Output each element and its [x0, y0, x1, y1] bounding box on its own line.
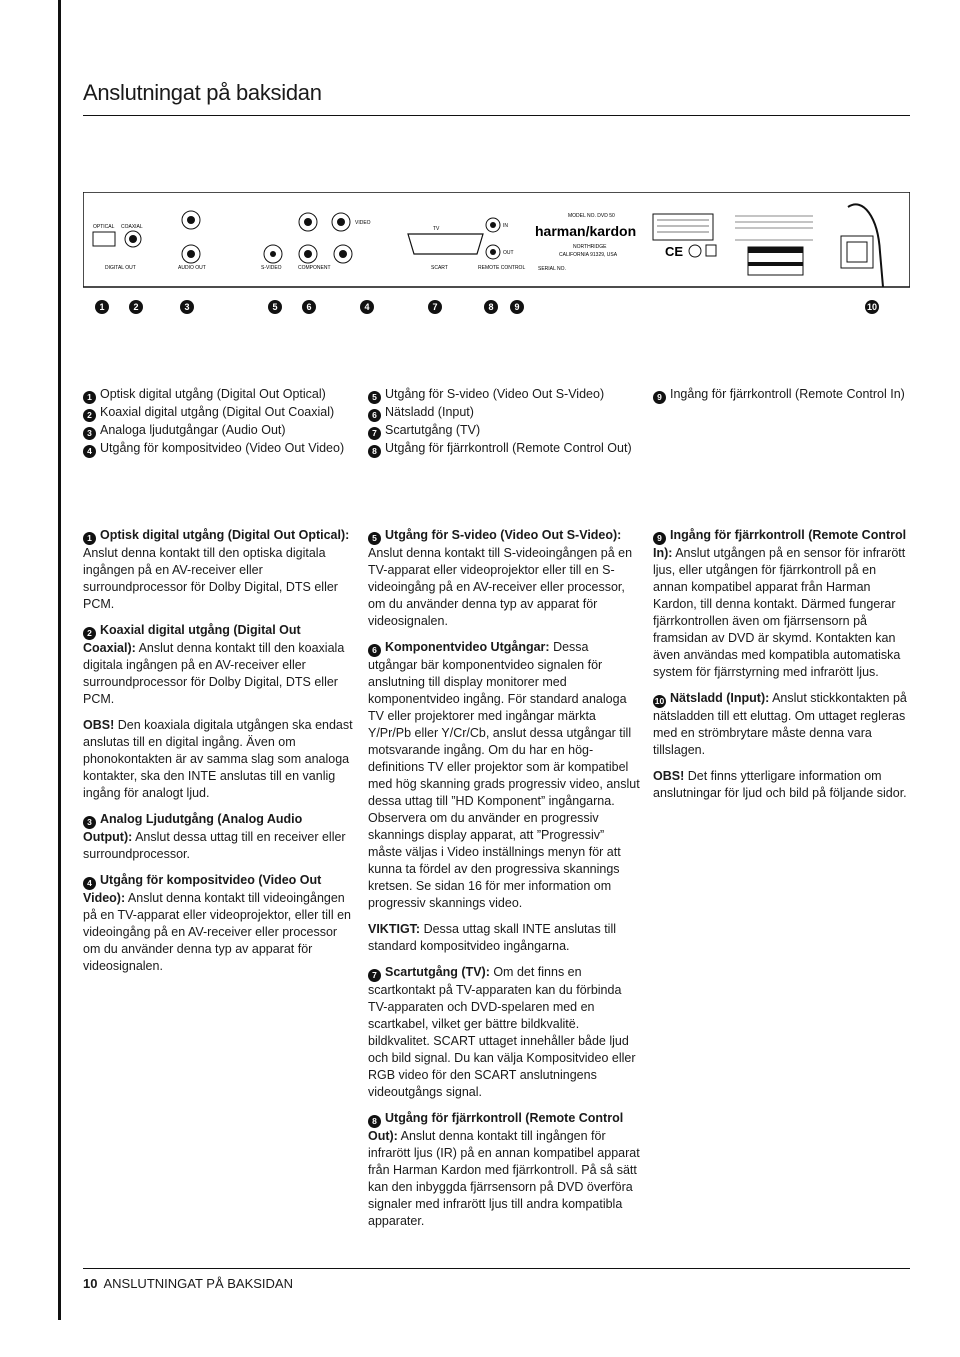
callout-number: 9	[510, 300, 524, 314]
legend-item	[368, 386, 632, 404]
legend-number: 6	[368, 409, 381, 422]
paragraph-heading: Utgång för fjärrkontroll (Remote Control Out):	[368, 1111, 624, 1143]
legend-number: 7	[368, 427, 381, 440]
legend-column-1	[83, 386, 344, 458]
body-column-1	[83, 527, 355, 984]
legend-number: 9	[653, 391, 666, 404]
panel-label-in: IN	[503, 223, 508, 229]
legend-number: 3	[83, 427, 96, 440]
paragraph-heading: Analog Ljudutgång (Analog Audio Output):	[83, 812, 303, 844]
body-column-2	[368, 527, 640, 1239]
page-footer	[83, 1276, 293, 1291]
paragraph-number: 3	[83, 816, 96, 829]
paragraph-text: Det finns ytterligare information om anslutningar för ljud och bild på följande sidor.	[653, 769, 907, 800]
callout-number: 2	[129, 300, 143, 314]
legend-item	[368, 404, 632, 422]
paragraph	[368, 639, 640, 912]
legend-item	[83, 422, 344, 440]
panel-label-tv: TV	[433, 226, 440, 232]
paragraph-number: 6	[368, 644, 381, 657]
paragraph-heading: Utgång för S-video (Video Out S-Video):	[385, 528, 622, 542]
paragraph-number: 7	[368, 969, 381, 982]
paragraph-heading: Ingång för fjärrkontroll (Remote Control In):	[653, 528, 907, 560]
legend-item	[653, 386, 905, 404]
legend-text: Utgång för kompositvideo (Video Out Video)	[100, 441, 345, 455]
legend-text: Scartutgång (TV)	[385, 423, 481, 437]
callout-number: 7	[428, 300, 442, 314]
paragraph	[83, 872, 355, 975]
paragraph	[653, 690, 911, 759]
paragraph-text: Anslut dessa uttag till en receiver eller surroundprocessor.	[83, 830, 346, 861]
panel-label-california: CALIFORNIA 91329, USA	[559, 252, 618, 258]
paragraph-text: Den koaxiala digitala utgången ska endast anslutas till en digital ingång. Även om phonokontakten är av samma slag som analoga kontakter, ska den INTE anslutas till en vanlig ingång för analogt ljud.	[83, 718, 353, 800]
paragraph-number: 4	[83, 877, 96, 890]
panel-label-model: MODEL NO. DVD 50	[568, 213, 615, 219]
legend-text: Koaxial digital utgång (Digital Out Coaxial)	[100, 405, 335, 419]
callout-number: 3	[180, 300, 194, 314]
paragraph-heading: OBS!	[653, 769, 685, 783]
legend-number: 1	[83, 391, 96, 404]
paragraph-text: Om det finns en scartkontakt på TV-apparaten kan du förbinda TV-apparaten och DVD-spelaren med en scartkabel, vilket ger bättre bildkvalitë. bildkvalitet. SCART uttaget innehåller både ljud och bild signal. Du kan välja Kompositvideo eller RGB video för den SCART anslutningens videoutgångs signal.	[368, 965, 636, 1099]
callout-number: 4	[360, 300, 374, 314]
callout-number: 5	[268, 300, 282, 314]
legend-number: 5	[368, 391, 381, 404]
legend-number: 8	[368, 445, 381, 458]
footer-divider	[83, 1268, 910, 1269]
legend-text: Ingång för fjärrkontroll (Remote Control In)	[670, 387, 905, 401]
callout-row	[0, 300, 960, 322]
page-number: 10	[83, 1276, 98, 1291]
paragraph-number: 9	[653, 532, 666, 545]
paragraph-heading: Komponentvideo Utgångar:	[385, 640, 550, 654]
paragraph-text: Anslut denna kontakt till videoingången på en TV-apparat eller videoprojektor, eller till en videoingång på en AV-receiver eller processor om du använder denna typ av apparat för videosignalen.	[83, 891, 351, 973]
panel-label-component: COMPONENT	[298, 265, 331, 271]
legend-item	[83, 404, 344, 422]
paragraph	[368, 527, 640, 630]
legend-column-2	[368, 386, 632, 458]
legend-text: Nätsladd (Input)	[385, 405, 474, 419]
legend-text: Utgång för fjärrkontroll (Remote Control Out)	[385, 441, 632, 455]
paragraph	[368, 964, 640, 1101]
panel-label-northridge: NORTHRIDGE	[573, 244, 607, 250]
paragraph	[653, 768, 911, 802]
paragraph-text: Anslut denna kontakt till den koaxiala digitala ingången på en AV-receiver eller surroundprocessor för Dolby Digital, DTS eller PCM.	[83, 641, 345, 706]
rear-panel-illustration	[83, 192, 910, 292]
paragraph-heading: Koaxial digital utgång (Digital Out Coaxial):	[83, 623, 301, 655]
paragraph-text: Anslut denna kontakt till ingången för infrarött ljus (IR) på en annan kompatibel apparat från Harman Kardon med fjärrkontroll. På så sätt kan den inbyggda fjärrsensorn på DVD överföra signaler med infrarött ljus till andra kompatibla apparater.	[368, 1129, 640, 1228]
panel-label-coaxial: COAXIAL	[121, 224, 143, 230]
paragraph-heading: OBS!	[83, 718, 115, 732]
callout-number: 6	[302, 300, 316, 314]
paragraph-number: 2	[83, 627, 96, 640]
paragraph-number: 5	[368, 532, 381, 545]
legend-item	[368, 422, 632, 440]
panel-label-remote-control: REMOTE CONTROL	[478, 265, 526, 271]
paragraph-text: Dessa utgångar bär komponentvideo signalen för anslutning till display monitorer med komponentvideo ingång. För standard analoga TV eller projektorer med ingångar märkta Y/Pr/Pb eller Y/Cr/Cb, anslut dessa utgångar till motsvarande ingång. Om du har en hög-definitions TV eller projektor som är kompatibel med hög skanning grads progressiv video, anslut dessa uttag till ”HD Komponent” ingångarna. Observera om du använder en progressiv skannings display apparat, att ”Progressiv” måste väljas i Video inställnings menyn för att kunna ta fördel av den progressiva skannings kretsen. Se sidan 16 för mer information om progressiv skannings video.	[368, 640, 640, 910]
legend-text: Optisk digital utgång (Digital Out Optical)	[100, 387, 326, 401]
paragraph-number: 1	[83, 532, 96, 545]
panel-label-out: OUT	[503, 250, 514, 256]
paragraph-heading: Scartutgång (TV):	[385, 965, 490, 979]
panel-label-serial: SERIAL NO.	[538, 266, 566, 272]
margin-rule	[58, 0, 61, 1320]
paragraph	[653, 527, 911, 681]
callout-number: 1	[95, 300, 109, 314]
legend-column-3	[653, 386, 905, 404]
footer-section: ANSLUTNINGAT PÅ BAKSIDAN	[103, 1276, 293, 1291]
title-divider	[83, 115, 910, 116]
panel-brand: harman/kardon	[535, 223, 637, 239]
callout-number: 10	[866, 302, 877, 312]
paragraph-number: 10	[654, 696, 665, 706]
paragraph	[83, 811, 355, 863]
panel-label-audio-out: AUDIO OUT	[178, 265, 206, 271]
panel-label-video: VIDEO	[355, 220, 371, 226]
paragraph-heading: Utgång för kompositvideo (Video Out Video):	[83, 873, 322, 905]
legend-text: Utgång för S-video (Video Out S-Video)	[385, 387, 605, 401]
body-column-3	[653, 527, 911, 811]
paragraph-heading: Optisk digital utgång (Digital Out Optical):	[100, 528, 350, 542]
paragraph	[368, 1110, 640, 1230]
legend-number: 4	[83, 445, 96, 458]
paragraph-text: Anslut stickkontakten på nätsladden till ett eluttag. Om uttaget regleras med en strömbrytare måste denna vara tillslagen.	[653, 691, 907, 757]
panel-label-digital-out: DIGITAL OUT	[105, 265, 136, 271]
legend-item	[368, 440, 632, 458]
paragraph-heading: VIKTIGT:	[368, 922, 421, 936]
paragraph	[83, 622, 355, 708]
callout-number: 8	[484, 300, 498, 314]
panel-label-scart: SCART	[431, 265, 448, 271]
legend-item	[83, 440, 344, 458]
panel-label-s-video: S-VIDEO	[261, 265, 282, 271]
svg-text:CE: CE	[665, 244, 684, 259]
legend-text: Analoga ljudutgångar (Audio Out)	[100, 423, 286, 437]
paragraph	[83, 527, 355, 613]
paragraph-number: 8	[368, 1115, 381, 1128]
paragraph-text: Anslut denna kontakt till den optiska digitala ingången på en AV-receiver eller surroundprocessor för Dolby Digital, DTS eller PCM.	[83, 546, 338, 611]
legend-number: 2	[83, 409, 96, 422]
paragraph-text: Anslut utgången på en sensor för infrarött ljus, eller utgången för fjärrkontroll på en annan kompatibel apparat från Harman Kardon, till denna kontakt. Därmed fungerar fjärrkontrollen även om fjärrsensorn på framsidan av DVD är skymd. Kontakten kan även användas med kompatibla automatiska system för fjärrstyrning med infrarött ljus.	[653, 546, 906, 679]
page-title: Anslutningat på baksidan	[83, 80, 322, 105]
paragraph	[83, 717, 355, 802]
paragraph-text: Dessa uttag skall INTE anslutas till standard kompositvideo ingångarna.	[368, 922, 617, 953]
paragraph	[368, 921, 640, 955]
paragraph-text: Anslut denna kontakt till S-videoingången på en TV-apparat eller videoprojektor eller till en S-videoingång på en AV-receiver eller processor, om du använder denna typ av apparat för videosignalen.	[368, 546, 633, 628]
legend-item	[83, 386, 344, 404]
panel-label-optical: OPTICAL	[93, 224, 115, 230]
paragraph-heading: Nätsladd (Input):	[670, 691, 770, 705]
